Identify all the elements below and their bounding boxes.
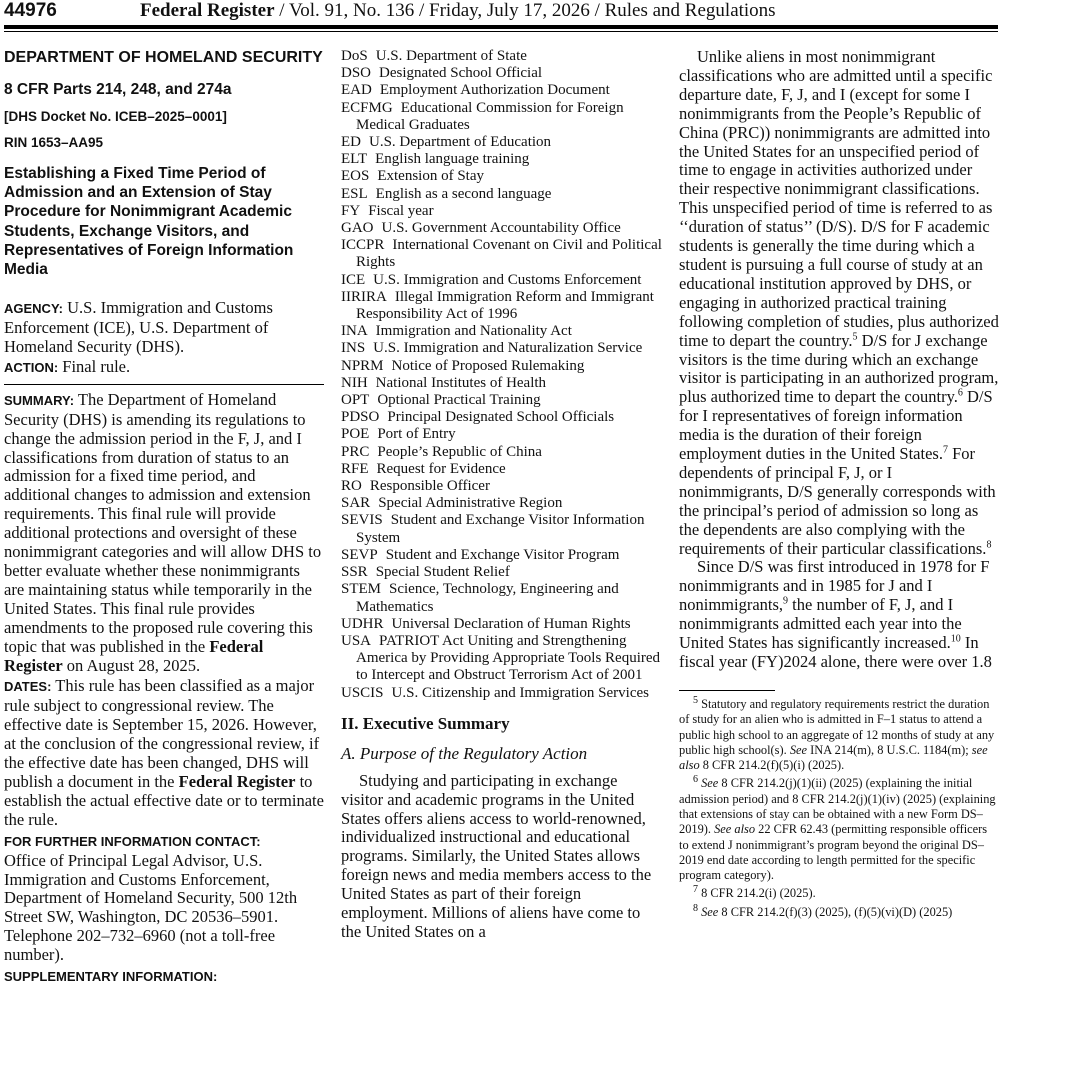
abbreviation-definition: U.S. Government Accountability Office [381,220,621,237]
agency-paragraph [4,299,324,357]
abbreviation-entry [341,134,663,151]
abbreviation-entry [341,237,663,271]
abbreviation-key: NPRM [341,357,384,374]
footnote-text: 8 CFR 214.2(j)(1)(ii) (2025) (explaining the initial admission period) and 8 CFR 214.2(j)(1)(iv) (2025) (explaining that extensions of stay can be obtained with a new Form DS–2019). [679,776,996,837]
column-middle [341,48,663,942]
abbreviation-entry [341,203,663,220]
footnote-text: 22 CFR 62.43 (permitting responsible officers to extend J nonimmigrant’s program beyond the original DS–2019 end date according to length permitted for the specific program category). [679,822,988,883]
summary-label: SUMMARY: [4,392,75,408]
issue-info: / Vol. 91, No. 136 / Friday, July 17, 2026 / Rules and Regulations [274,0,776,21]
abbreviation-definition: Illegal Immigration Reform and Immigrant Responsibility Act of 1996 [356,288,654,323]
abbreviation-entry [341,616,663,633]
paragraph-text: Unlike aliens in most nonimmigrant classifications who are admitted until a specific departure date, F, J, and I (except for some I nonimmigrants from the People’s Republic of China (PRC)) nonimmigrants are admitted into the United States for an unspecified period of time to engage in activities authorized under their respective nonimmigrant classifications. This unspecified period of time is referred to as ‘‘duration of status’’ (D/S). D/S for F academic students is generally the time during which a student is pursuing a full course of study at an educational institution approved by DHS, or engaging in authorized practical training following completion of studies, plus authorized time to depart the country. [679,47,999,350]
abbreviation-definition: Student and Exchange Visitor Information System [356,512,645,546]
purpose-paragraph: Studying and participating in exchange visitor and academic programs in the United States offers aliens access to world-renowned, individualized instructional and educational programs. Similarly, the United States allows foreign news and media members access to the United States as part of their foreign employment. Millions of aliens have come to the United States on a [341,770,652,941]
abbreviation-key: INA [341,323,368,340]
footnote-number: 6 [693,774,698,786]
paragraph-text: D/S for I representatives of foreign information media is the duration of their foreign employment duties in the United States. [679,387,993,464]
abbreviation-key: DSO [341,65,372,82]
abbreviation-entry [341,564,663,581]
footnote-ref: 9 [783,595,789,607]
abbreviation-entry [341,100,663,134]
abbreviation-entry [341,461,663,478]
contact-paragraph [4,832,324,965]
summary-tail: on August 28, 2025. [62,655,201,675]
column-right [679,48,999,923]
footnote-number: 8 [693,902,698,914]
abbreviation-entry [341,272,663,289]
abbreviation-definition: Employment Authorization Document [379,82,610,99]
footnote-ref: 5 [852,331,858,343]
section-heading: II. Executive Summary [341,713,510,733]
abbreviation-list [341,48,663,702]
abbreviation-key: EAD [341,82,372,99]
abbreviation-entry [341,444,663,461]
abbreviation-key: ED [341,134,361,151]
action-text: Final rule. [58,356,131,376]
docket-number: [DHS Docket No. ICEB–2025–0001] [4,109,227,124]
footnote-ref: 6 [957,387,963,399]
abbreviation-entry [341,220,663,237]
abbreviation-key: SEVP [341,546,378,563]
column-left [4,48,324,987]
abbreviation-entry [341,323,663,340]
abbreviation-entry [341,358,663,375]
running-head [140,0,776,22]
abbreviation-key: DoS [341,48,368,64]
abbreviation-definition: U.S. Department of State [375,48,527,64]
dates-paragraph [4,677,324,829]
footnote-signal: see also [679,742,988,773]
abbreviation-key: ELT [341,151,368,168]
contact-label: FOR FURTHER INFORMATION CONTACT: [4,833,261,849]
paragraph-text: Since D/S was first introduced in 1978 for F nonimmigrants and in 1985 for J and I nonimmigrants, [679,557,990,615]
abbreviation-key: IIRIRA [341,288,387,305]
abbreviation-key: ICCPR [341,237,385,254]
abbreviation-definition: U.S. Immigration and Naturalization Service [373,340,643,357]
footnote-6 [679,776,999,883]
paragraph-text: In fiscal year (FY)2024 alone, there were over 1.8 [679,633,992,671]
abbreviation-definition: Fiscal year [368,202,434,219]
footnote-text: 8 CFR 214.2(f)(3) (2025), (f)(5)(vi)(D) (2025) [718,904,953,919]
footnote-signal: See [789,742,808,757]
abbreviation-definition: Special Administrative Region [378,495,563,512]
contact-text: Office of Principal Legal Advisor, U.S. Immigration and Customs Enforcement, Department of Homeland Security, 500 12th Street SW, Washington, DC 20536–5901. Telephone 202–732–6960 (not a toll-free number). [4,850,298,965]
abbreviation-definition: Universal Declaration of Human Rights [391,615,631,632]
footnote-ref: 8 [986,539,992,551]
abbreviation-key: STEM [341,581,382,598]
abbreviation-definition: U.S. Department of Education [369,134,552,151]
abbreviation-key: NIH [341,374,368,391]
header-rule-thick [4,25,998,29]
abbreviation-key: PRC [341,443,370,460]
abbreviation-entry [341,168,663,185]
action-label: ACTION: [4,359,59,375]
dates-text: This rule has been classified as a major rule subject to congressional review. The effective date is September 15, 2026. However, at the conclusion of the congressional review, if the effective date has been changed, DHS will publish a document in the [4,676,320,791]
abbreviation-definition: Request for Evidence [376,460,506,477]
abbreviation-entry [341,82,663,99]
summary-federal-register: Federal Register [4,636,264,675]
paragraph-text: D/S for J exchange visitors is the time during which an exchange visitor is participating in an authorized program, plus authorized time to depart the country. [679,330,999,407]
footnote-number: 7 [693,884,698,896]
dates-federal-register: Federal Register [178,771,296,791]
abbreviation-key: ICE [341,271,366,288]
dates-label: DATES: [4,679,52,695]
footnote-ref: 7 [942,444,948,456]
abbreviation-definition: PATRIOT Act Uniting and Strengthening America by Providing Appropriate Tools Required to Intercept and Obstruct Terrorism Act of 2001 [356,632,661,684]
abbreviation-definition: U.S. Citizenship and Immigration Services [391,684,649,701]
subsection-heading: A. Purpose of the Regulatory Action [341,743,588,763]
abbreviation-entry [341,581,663,615]
rule-title: Establishing a Fixed Time Period of Admission and an Extension of Stay Procedure for Nonimmigrant Academic Students, Exchange Visitors, and Representatives of Foreign Information Media [4,165,294,279]
abbreviation-definition: Extension of Stay [377,168,484,185]
abbreviation-key: RO [341,478,362,495]
abbreviation-entry [341,426,663,443]
abbreviation-definition: National Institutes of Health [375,374,547,391]
footnote-text: Statutory and regulatory requirements restrict the duration of study for an alien who is admitted in F–1 status to attend a public high school to an aggregate of 12 months of study at any public high school(s). [679,696,995,757]
abbreviation-entry [341,186,663,203]
abbreviation-entry [341,478,663,495]
abbreviation-entry [341,409,663,426]
abbreviation-entry [341,375,663,392]
abbreviation-key: POE [341,426,370,443]
abbreviation-definition: Notice of Proposed Rulemaking [391,357,585,374]
history-paragraph [679,558,999,671]
abbreviation-key: GAO [341,220,374,237]
footnote-ref: 10 [950,633,961,645]
abbreviation-definition: Designated School Official [379,65,543,82]
agency-text: U.S. Immigration and Customs Enforcement (ICE), U.S. Department of Homeland Security (DHS). [4,298,273,357]
supplementary-paragraph [4,967,324,987]
abbreviation-entry [341,547,663,564]
abbreviation-key: USA [341,632,372,649]
abbreviation-definition: Optional Practical Training [377,392,541,409]
agency-heading: DEPARTMENT OF HOMELAND SECURITY [4,49,323,66]
footnote-signal: See also [714,822,756,837]
footnote-number: 5 [693,694,698,706]
footnote-7 [679,886,999,901]
abbreviation-key: SEVIS [341,512,383,529]
footnote-5 [679,694,999,773]
section-divider [4,384,324,385]
page-number: 44976 [4,0,57,21]
paragraph-text: the number of F, J, and I nonimmigrants admitted each year into the United States has significantly increased. [679,595,962,653]
abbreviation-definition: Educational Commission for Foreign Medical Graduates [356,99,624,133]
abbreviation-entry [341,392,663,409]
footnote-signal: See [701,904,719,919]
rin-number: RIN 1653–AA95 [4,135,104,150]
publication-name: Federal Register [140,0,275,21]
abbreviation-definition: U.S. Immigration and Customs Enforcement [373,271,642,288]
abbreviation-definition: Science, Technology, Engineering and Mathematics [356,581,619,615]
action-paragraph [4,358,324,378]
footnote-rule [679,690,775,691]
abbreviation-definition: Special Student Relief [375,564,510,581]
abbreviation-key: EOS [341,168,370,185]
abbreviation-definition: Student and Exchange Visitor Program [385,546,620,563]
duration-of-status-paragraph [679,48,999,558]
abbreviation-key: FY [341,202,361,219]
abbreviation-entry [341,633,663,685]
abbreviation-definition: People’s Republic of China [377,443,542,460]
dates-tail: to establish the actual effective date or to terminate the rule. [4,771,324,829]
page-header [4,0,998,22]
abbreviation-key: INS [341,340,366,357]
abbreviation-definition: Immigration and Nationality Act [375,323,572,340]
abbreviation-definition: English language training [375,151,530,168]
abbreviation-definition: Principal Designated School Officials [387,409,615,426]
summary-paragraph [4,391,324,676]
abbreviation-key: USCIS [341,684,384,701]
abbreviation-entry [341,65,663,82]
agency-label: AGENCY: [4,301,63,317]
abbreviation-key: OPT [341,392,370,409]
footnote-text: 8 CFR 214.2(f)(5)(i) (2025). [699,758,845,773]
abbreviation-key: SSR [341,564,368,581]
footnote-signal: See [701,776,719,791]
abbreviation-definition: International Covenant on Civil and Political Rights [356,237,662,271]
abbreviation-key: ECFMG [341,99,393,116]
header-rule-thin [4,31,998,32]
abbreviation-definition: Responsible Officer [369,478,490,495]
abbreviation-definition: Port of Entry [377,426,456,443]
abbreviation-entry [341,495,663,512]
abbreviation-entry [341,340,663,357]
abbreviation-entry [341,48,663,65]
abbreviation-key: UDHR [341,615,384,632]
paragraph-text: For dependents of principal F, J, or I nonimmigrants, D/S generally corresponds with the principal’s period of admission so long as the dependents are also complying with the requirements of their particular classifications. [679,444,996,558]
abbreviation-entry [341,685,663,702]
abbreviation-key: SAR [341,495,371,512]
abbreviation-entry [341,512,663,546]
abbreviation-entry [341,151,663,168]
footnote-text: 8 CFR 214.2(i) (2025). [698,886,816,901]
cfr-parts: 8 CFR Parts 214, 248, and 274a [4,81,232,98]
abbreviation-key: RFE [341,460,369,477]
abbreviation-key: PDSO [341,409,380,426]
footnote-text: INA 214(m), 8 U.S.C. 1184(m); [807,742,972,757]
abbreviation-definition: English as a second language [375,185,552,202]
footnote-8 [679,902,999,920]
abbreviation-entry [341,289,663,323]
abbreviation-key: ESL [341,185,368,202]
supplementary-label: SUPPLEMENTARY INFORMATION: [4,969,218,985]
summary-text: The Department of Homeland Security (DHS) is amending its regulations to change the admission period in the F, J, and I classifications from duration of status to an admission for a fixed time period, and additional changes to admission and extension requirements. This final rule will provide additional protections and oversight of these nonimmigrant categories and will allow DHS to better evaluate whether these nonimmigrants are maintaining status while temporarily in the United States. This final rule provides amendments to the proposed rule covering this topic that was published in the [4,389,322,656]
